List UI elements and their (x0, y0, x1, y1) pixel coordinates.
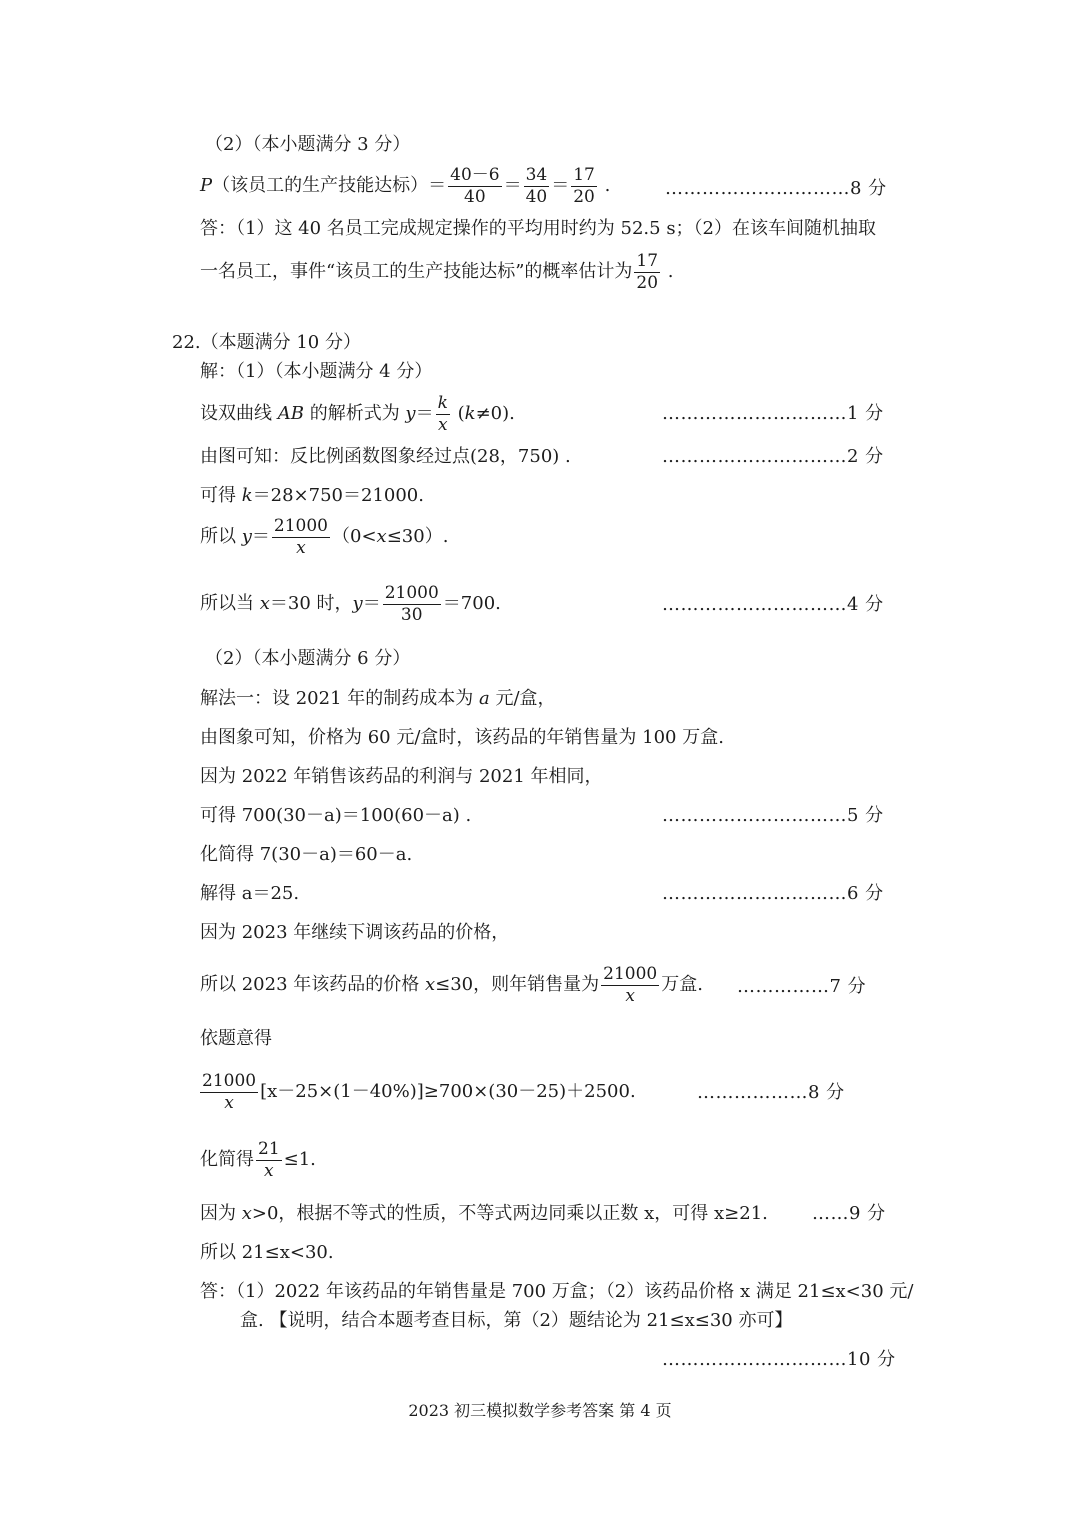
score-8: …………………………8 分 (665, 178, 887, 199)
fraction: $\frac{21000}{x}$ (202, 1071, 257, 1113)
condition-line: 依题意得 (200, 1028, 272, 1049)
fraction: $\frac{21}{x}$ (258, 1139, 280, 1181)
fraction: $\frac{21000}{x}$ (273, 516, 328, 558)
solve-line: 解得 a＝25. (200, 883, 300, 904)
hyperbola-line: 设双曲线 AB 的解析式为 y＝ $\frac{k}{x}$ (k≠0). (200, 393, 515, 435)
answer-line-2: 一名员工，事件“该员工的生产技能达标”的概率估计为 $\frac{17}{20}$ . (200, 251, 674, 293)
final-answer-line-2: 盒. 【说明，结合本题考查目标，第（2）题结论为 21≤x≤30 亦可】 (240, 1310, 793, 1331)
graph-read-line: 由图象可知，价格为 60 元/盒时，该药品的年销售量为 100 万盒. (200, 727, 724, 748)
fraction: $\frac{34}{40}$ (525, 165, 548, 207)
equation-line: 可得 700(30－a)＝100(60－a) . (200, 805, 472, 826)
function-line: 所以 y＝ $\frac{21000}{x}$ （0<x≤30）. (200, 516, 449, 558)
simplified-inequality-line: 化简得 $\frac{21}{x}$ ≤1. (200, 1139, 316, 1181)
range-line: 所以 21≤x<30. (200, 1242, 334, 1263)
fraction: $\frac{21000}{x}$ (603, 964, 658, 1006)
page-footer: 2023 初三模拟数学参考答案 第 4 页 (408, 1401, 672, 1420)
answer-line-1: 答：（1）这 40 名员工完成规定操作的平均用时约为 52.5 s；（2）在该车间随机抽取 (200, 218, 877, 239)
score-10: …………………………10 分 (662, 1349, 896, 1370)
simplify-line: 化简得 7(30－a)＝60－a. (200, 844, 413, 865)
sub-heading-2b: （2）（本小题满分 6 分） (205, 648, 411, 669)
method-line: 解法一：设 2021 年的制药成本为 a 元/盒， (200, 688, 556, 709)
positive-x-line: 因为 x>0，根据不等式的性质，不等式两边同乘以正数 x，可得 x≥21. (200, 1203, 768, 1224)
inequality-line: $\frac{21000}{x}$ [x－25×(1－40%)]≥700×(30－25)＋2500. (202, 1071, 636, 1113)
score-7: ……………7 分 (737, 976, 867, 997)
fraction: $\frac{40-6}{40}$ (450, 165, 500, 207)
sales-line: 所以 2023 年该药品的价格 x≤30，则年销售量为 $\frac{21000}{x}$ 万盒. (200, 964, 703, 1006)
question-22-heading: 22.（本题满分 10 分） (172, 332, 361, 353)
sub-heading-1: 解：（1）（本小题满分 4 分） (200, 361, 433, 382)
profit-line: 因为 2022 年销售该药品的利润与 2021 年相同， (200, 766, 603, 787)
fraction: $\frac{21000}{30}$ (384, 583, 439, 625)
probability-line: P（该员工的生产技能达标）＝ $\frac{40-6}{40}$ ＝ $\frac{34}{40}$ ＝ $\frac{17}{20}$ . (200, 165, 611, 207)
fraction: $\frac{17}{20}$ (573, 165, 595, 207)
price-cut-line: 因为 2023 年继续下调该药品的价格， (200, 922, 510, 943)
score-4: …………………………4 分 (662, 594, 884, 615)
y-value-line: 所以当 x＝30 时，y＝ $\frac{21000}{30}$ ＝700. (200, 583, 501, 625)
graph-point-line: 由图可知：反比例函数图象经过点(28，750) . (200, 446, 571, 467)
fraction: $\frac{k}{x}$ (437, 393, 448, 435)
score-9: ……9 分 (812, 1203, 886, 1224)
score-6: …………………………6 分 (662, 883, 884, 904)
fraction: $\frac{17}{20}$ (636, 251, 659, 293)
sub-heading-2: （2）（本小题满分 3 分） (205, 134, 411, 155)
k-value-line: 可得 k＝28×750＝21000. (200, 485, 424, 506)
final-answer-line-1: 答：（1）2022 年该药品的年销售量是 700 万盒；（2）该药品价格 x 满足 21≤x<30 元/ (200, 1281, 914, 1302)
score-1: …………………………1 分 (662, 403, 884, 424)
score-8b: ………………8 分 (697, 1082, 845, 1103)
score-2: …………………………2 分 (662, 446, 884, 467)
score-5: …………………………5 分 (662, 805, 884, 826)
